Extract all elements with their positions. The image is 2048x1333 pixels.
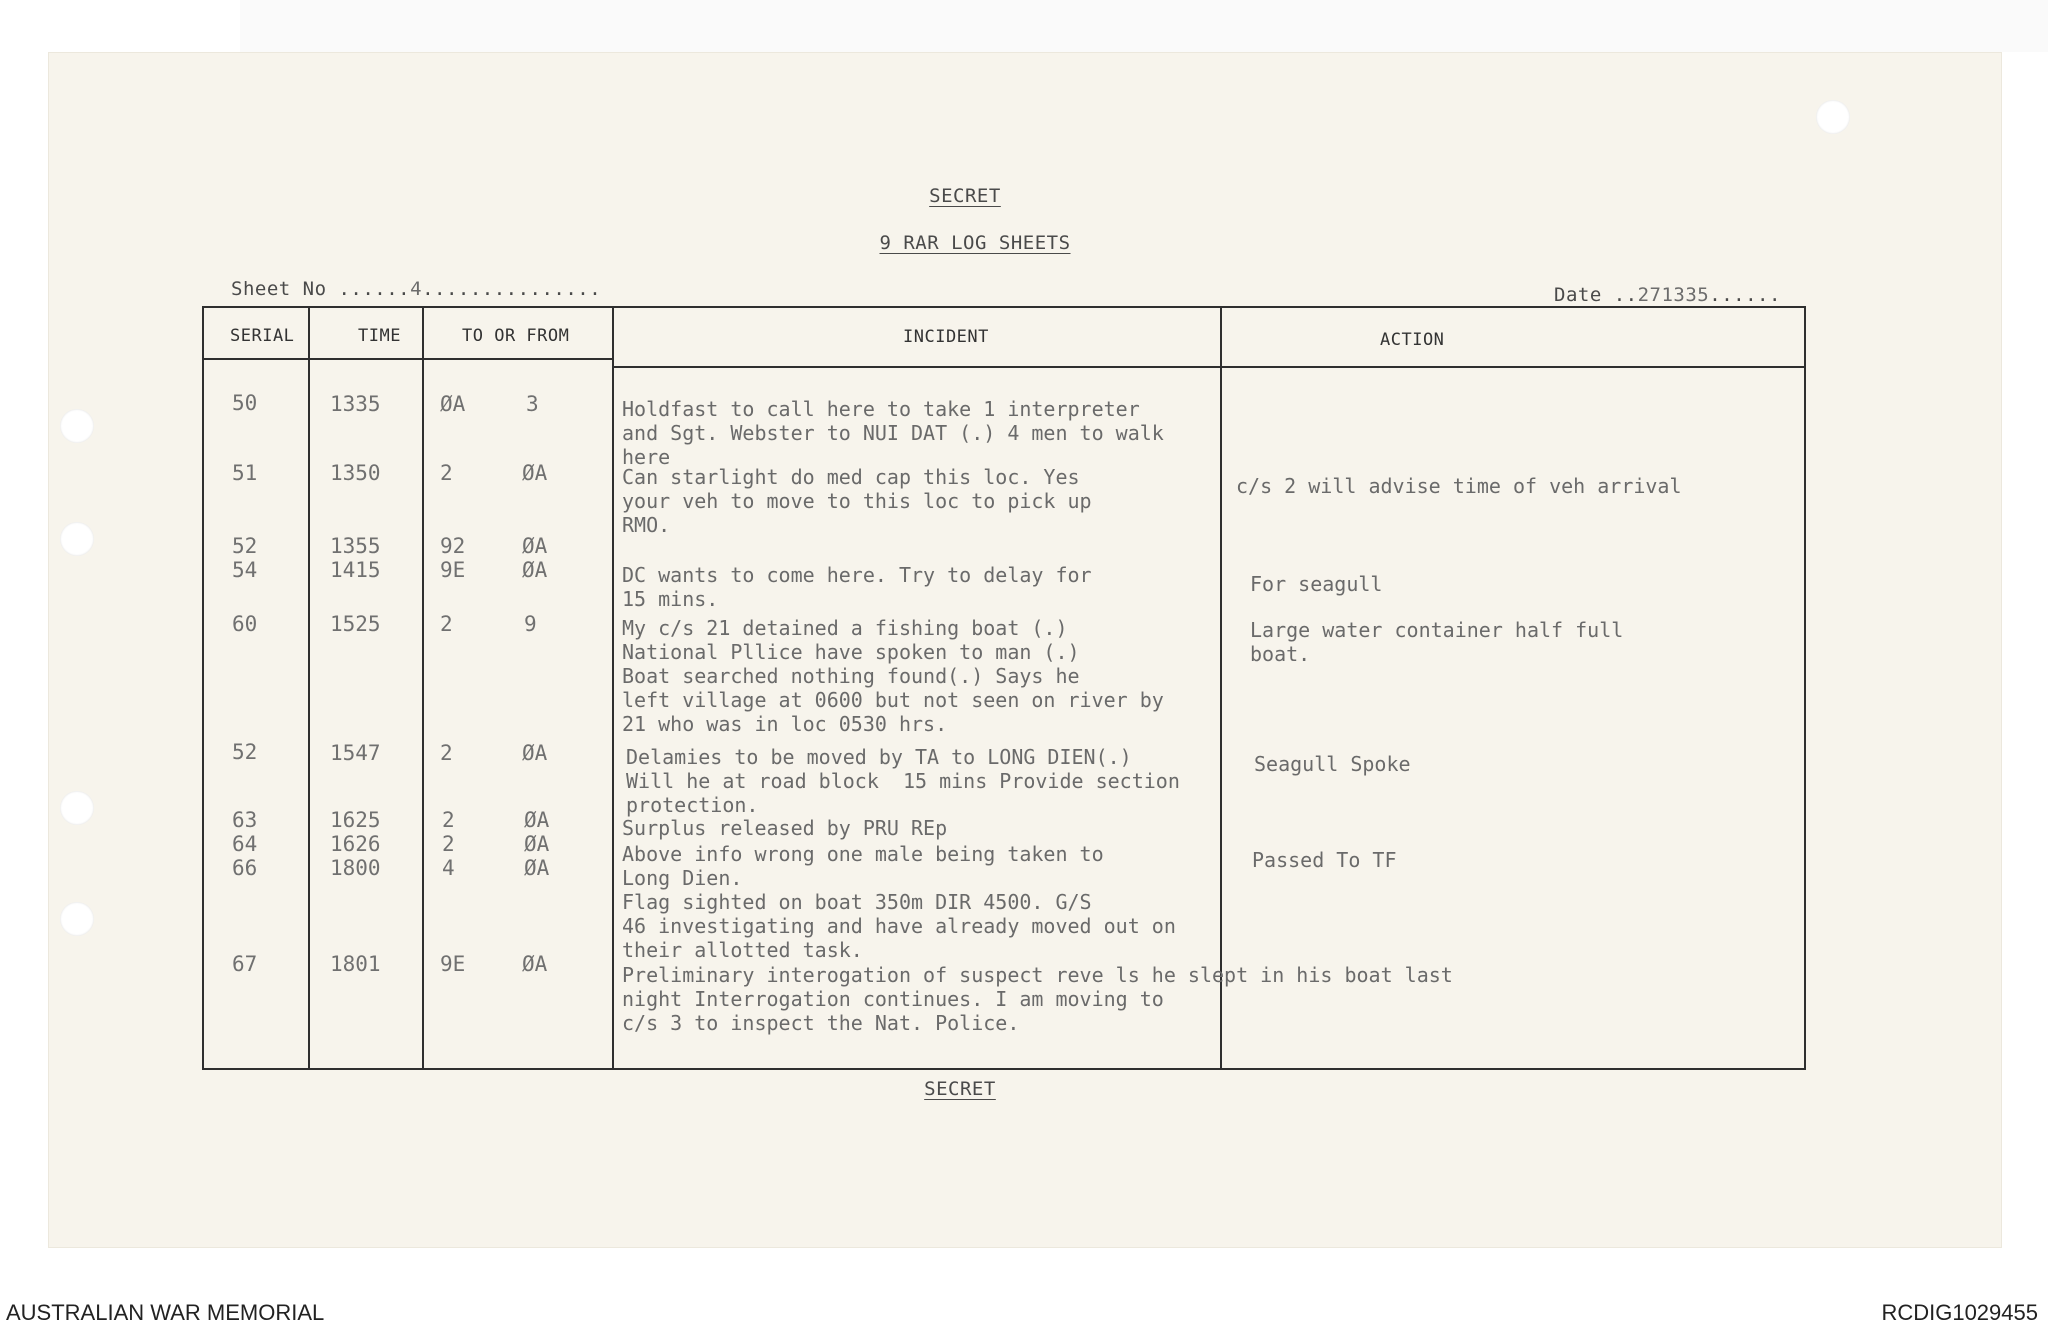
incident-cell: Above info wrong one male being taken to Long Dien. — [622, 842, 1104, 890]
action-cell: Seagull Spoke — [1254, 752, 1411, 776]
serial-cell: 66 — [232, 856, 258, 880]
archive-name: AUSTRALIAN WAR MEMORIAL — [6, 1300, 325, 1325]
column-header-time: TIME — [358, 326, 401, 346]
incident-cell: Surplus released by PRU REp — [622, 816, 948, 840]
incident-cell: Holdfast to call here to take 1 interpreter and Sgt. Webster to NUI DAT (.) 4 men to walk here — [622, 397, 1164, 469]
to-cell: 2 — [440, 612, 453, 636]
punch-hole — [60, 902, 94, 936]
column-divider-to-from — [612, 306, 614, 1070]
time-cell: 1525 — [330, 612, 381, 636]
time-cell: 1800 — [330, 856, 381, 880]
classification-top: SECRET — [929, 185, 1001, 207]
from-cell: ØA — [522, 461, 548, 485]
page-title: 9 RAR LOG SHEETS — [879, 232, 1071, 254]
time-cell: 1801 — [330, 952, 381, 976]
archive-id: RCDIG1029455 — [1881, 1300, 2038, 1325]
serial-cell: 51 — [232, 461, 258, 485]
incident-cell: My c/s 21 detained a fishing boat (.) National Pllice have spoken to man (.) Boat searched nothing found(.) Says he left village at 0600 but not seen on river by 21 who was in loc 0530 hrs. — [622, 616, 1164, 736]
date-line — [1554, 284, 1781, 306]
date-value: 271335 — [1637, 284, 1710, 306]
column-header-to-or-from: TO OR FROM — [462, 326, 570, 346]
sheet-number: 4 — [410, 278, 423, 300]
from-cell: ØA — [522, 741, 548, 765]
to-cell: 4 — [442, 856, 455, 880]
date-dots: .. — [1613, 284, 1638, 306]
incident-cell: DC wants to come here. Try to delay for 15 mins. — [622, 563, 1092, 611]
time-cell: 1350 — [330, 461, 381, 485]
column-header-incident: INCIDENT — [903, 327, 989, 347]
action-cell: Large water container half full boat. — [1250, 618, 1624, 666]
serial-cell: 64 — [232, 832, 258, 856]
serial-cell: 67 — [232, 952, 258, 976]
header-divider-right — [614, 366, 1806, 368]
column-header-serial: SERIAL — [230, 326, 295, 346]
incident-cell: Delamies to be moved by TA to LONG DIEN(.) Will he at road block 15 mins Provide section protection. — [626, 745, 1180, 817]
punch-hole — [1816, 100, 1850, 134]
punch-hole — [60, 522, 94, 556]
serial-cell: 63 — [232, 808, 258, 832]
from-cell: ØA — [522, 558, 548, 582]
classification-bottom: SECRET — [924, 1078, 996, 1100]
to-cell: 2 — [442, 832, 455, 856]
sheet-dots-after: ............... — [422, 278, 602, 300]
to-cell: 9E — [440, 952, 466, 976]
to-cell: 9E — [440, 558, 466, 582]
from-cell: 3 — [526, 392, 539, 416]
time-cell: 1355 — [330, 534, 381, 558]
sheet-dots: ...... — [338, 278, 411, 300]
time-cell: 1415 — [330, 558, 381, 582]
to-cell: ØA — [440, 392, 466, 416]
header-divider-left — [202, 358, 614, 360]
to-cell: 92 — [440, 534, 466, 558]
action-cell: Passed To TF — [1252, 848, 1397, 872]
time-cell: 1625 — [330, 808, 381, 832]
punch-hole — [60, 409, 94, 443]
serial-cell: 52 — [232, 740, 258, 764]
incident-cell: Flag sighted on boat 350m DIR 4500. G/S 46 investigating and have already moved out on their allotted task. — [622, 890, 1176, 962]
from-cell: ØA — [522, 952, 548, 976]
sheet-number-line — [231, 278, 601, 300]
incident-cell: Can starlight do med cap this loc. Yes your veh to move to this loc to pick up RMO. — [622, 465, 1092, 537]
action-cell: c/s 2 will advise time of veh arrival — [1236, 474, 1682, 498]
time-cell: 1626 — [330, 832, 381, 856]
to-cell: 2 — [440, 461, 453, 485]
time-cell: 1547 — [330, 741, 381, 765]
punch-hole — [60, 791, 94, 825]
serial-cell: 52 — [232, 534, 258, 558]
serial-cell: 50 — [232, 391, 258, 415]
column-divider-incident — [1220, 306, 1222, 1070]
to-cell: 2 — [442, 808, 455, 832]
sheet-label: Sheet No — [231, 278, 327, 300]
serial-cell: 60 — [232, 612, 258, 636]
top-margin-strip — [240, 0, 2048, 52]
serial-cell: 54 — [232, 558, 258, 582]
column-divider-time — [422, 306, 424, 1070]
action-cell: For seagull — [1250, 572, 1383, 596]
from-cell: ØA — [522, 534, 548, 558]
column-divider-serial — [308, 306, 310, 1070]
from-cell: ØA — [524, 832, 550, 856]
date-dots-after: ...... — [1709, 284, 1781, 306]
from-cell: ØA — [524, 808, 550, 832]
from-cell: ØA — [524, 856, 550, 880]
incident-cell: Preliminary interogation of suspect reve ls he slept in his boat last night Interrogation continues. I am moving to c/s 3 to inspect the Nat. Police. — [622, 963, 1453, 1035]
time-cell: 1335 — [330, 392, 381, 416]
from-cell: 9 — [524, 612, 537, 636]
to-cell: 2 — [440, 741, 453, 765]
date-label: Date — [1554, 284, 1602, 306]
column-header-action: ACTION — [1380, 330, 1445, 350]
